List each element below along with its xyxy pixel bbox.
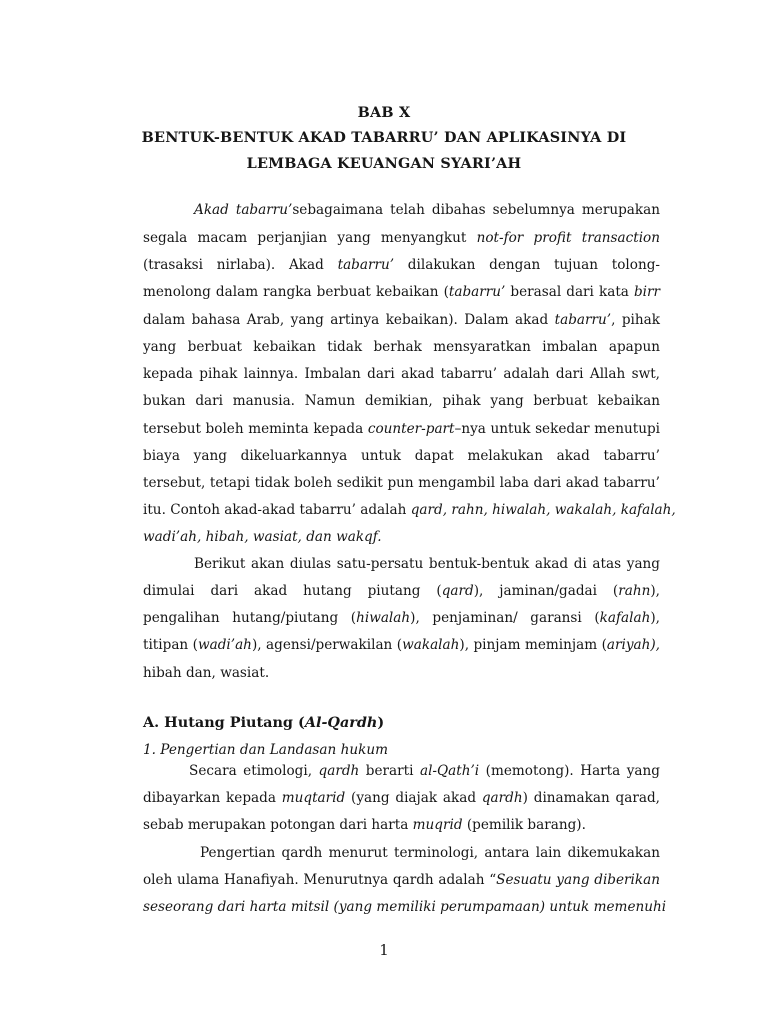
paragraph-1-line: itu. Contoh akad-akad tabarru’ adalah qard, rahn, hiwalah, wakalah, kafalah, — [143, 502, 676, 518]
paragraph-4-line: seseorang dari harta mitsil (yang memiliki perumpamaan) untuk memenuhi — [143, 899, 667, 915]
paragraph-2-line: titipan (wadi’ah), agensi/perwakilan (wakalah), pinjam meminjam (ariyah), — [143, 637, 660, 653]
section-heading: A. Hutang Piutang (Al-Qardh) — [143, 714, 385, 731]
chapter-title-line-1: BENTUK-BENTUK AKAD TABARRU’ DAN APLIKASINYA DI — [141, 129, 627, 146]
paragraph-1-line: segala macam perjanjian yang menyangkut not-for profit transaction — [143, 230, 660, 246]
paragraph-2-line: Berikut akan diulas satu-persatu bentuk-bentuk akad di atas yang — [194, 556, 660, 572]
page-number: 1 — [379, 941, 389, 959]
paragraph-1-line: dalam bahasa Arab, yang artinya kebaikan). Dalam akad tabarru’, pihak — [143, 312, 660, 328]
chapter-title-line-2: LEMBAGA KEUANGAN SYARI’AH — [246, 155, 522, 172]
paragraph-3-line: sebab merupakan potongan dari harta muqrid (pemilik barang). — [143, 817, 586, 833]
chapter-label: BAB X — [357, 104, 411, 121]
paragraph-1-line: menolong dalam rangka berbuat kebaikan (tabarru’ berasal dari kata birr — [143, 284, 660, 300]
paragraph-1-line: tersebut boleh meminta kepada counter-part–nya untuk sekedar menutupi — [143, 421, 660, 437]
paragraph-1-line: bukan dari manusia. Namun demikian, pihak yang berbuat kebaikan — [143, 393, 660, 409]
paragraph-4-line: oleh ulama Hanafiyah. Menurutnya qardh adalah “Sesuatu yang diberikan — [143, 872, 660, 888]
paragraph-1-line: tersebut, tetapi tidak boleh sedikit pun mengambil laba dari akad tabarru’ — [143, 475, 660, 491]
paragraph-1-line: wadi’ah, hibah, wasiat, dan wakqf. — [143, 529, 382, 545]
paragraph-1-line: yang berbuat kebaikan tidak berhak mensyaratkan imbalan apapun — [143, 339, 660, 355]
paragraph-2-line: pengalihan hutang/piutang (hiwalah), penjaminan/ garansi (kafalah), — [143, 610, 660, 626]
subsection-heading: 1. Pengertian dan Landasan hukum — [143, 742, 388, 758]
paragraph-2-line: dimulai dari akad hutang piutang (qard), jaminan/gadai (rahn), — [143, 583, 660, 599]
paragraph-2-line: hibah dan, wasiat. — [143, 665, 270, 681]
paragraph-1-line: (trasaksi nirlaba). Akad tabarru’ dilakukan dengan tujuan tolong- — [143, 257, 660, 273]
paragraph-1-line: kepada pihak lainnya. Imbalan dari akad tabarru’ adalah dari Allah swt, — [143, 366, 660, 382]
paragraph-1-line: Akad tabarru’sebagaimana telah dibahas sebelumnya merupakan — [194, 202, 660, 218]
paragraph-3-line: dibayarkan kepada muqtarid (yang diajak akad qardh) dinamakan qarad, — [143, 790, 660, 806]
paragraph-3-line: Secara etimologi, qardh berarti al-Qath’i (memotong). Harta yang — [189, 763, 660, 779]
paragraph-4-line: Pengertian qardh menurut terminologi, antara lain dikemukakan — [200, 845, 660, 861]
paragraph-1-line: biaya yang dikeluarkannya untuk dapat melakukan akad tabarru’ — [143, 448, 660, 464]
